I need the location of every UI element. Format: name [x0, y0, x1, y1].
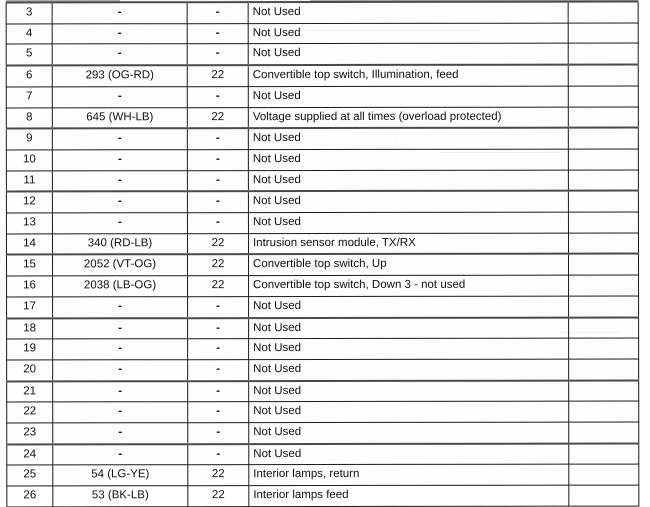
cell-circuit: - [53, 318, 188, 339]
cell-cavity: 15 [7, 255, 53, 276]
cell-circuit: 2038 (LB-OG) [53, 276, 188, 297]
cell-cavity: 26 [7, 486, 53, 507]
cell-notes [569, 359, 639, 380]
table-row [7, 338, 639, 360]
cell-cavity: 16 [7, 276, 53, 297]
cell-circuit: - [53, 360, 188, 381]
cell-circuit: 53 (BK-LB) [53, 486, 188, 507]
cell-gauge: 22 [188, 486, 249, 507]
cell-circuit: - [52, 192, 187, 213]
cell-cavity: 9 [6, 129, 52, 150]
table-row [7, 380, 639, 402]
table-row [6, 149, 638, 171]
cell-gauge: - [188, 444, 249, 465]
cell-circuit: - [52, 87, 187, 108]
cell-notes [568, 233, 638, 254]
cell-cavity: 4 [6, 24, 52, 45]
cell-notes [568, 107, 638, 128]
cell-gauge: - [188, 360, 249, 381]
table-row [7, 359, 639, 381]
cell-gauge: 22 [188, 255, 249, 276]
table-row [6, 191, 638, 213]
cell-circuit: 340 (RD-LB) [52, 233, 187, 254]
table-row [6, 23, 638, 45]
cell-description: Intrusion sensor module, TX/RX [248, 233, 568, 255]
table-row [6, 128, 638, 150]
cell-gauge: - [187, 23, 248, 44]
cell-description: Not Used [249, 380, 569, 402]
cell-gauge: - [187, 170, 248, 191]
cell-circuit: - [53, 402, 188, 423]
cell-cavity: 5 [6, 44, 52, 65]
table-row [7, 465, 639, 487]
cell-notes [569, 254, 639, 275]
cell-description: Not Used [248, 170, 568, 192]
cell-notes [569, 401, 639, 422]
cell-description: Interior lamps feed [249, 485, 569, 506]
table-row [7, 485, 639, 507]
cell-cavity: 23 [7, 423, 53, 444]
cell-cavity: 11 [6, 171, 52, 192]
cell-cavity: 17 [7, 297, 53, 318]
cell-notes [569, 443, 639, 464]
cell-circuit: - [52, 128, 187, 149]
cell-notes [568, 212, 638, 233]
table-row [7, 443, 639, 465]
cell-description: Not Used [248, 23, 568, 44]
cell-description: Not Used [249, 359, 569, 381]
cell-notes [569, 422, 639, 443]
cell-circuit: - [52, 44, 187, 65]
table-row [6, 2, 638, 24]
cell-notes [568, 128, 638, 149]
cell-circuit: - [53, 444, 188, 465]
cell-description: Not Used [248, 86, 568, 107]
cell-cavity: 12 [6, 192, 52, 213]
cell-notes [569, 275, 639, 296]
cell-gauge: 22 [187, 233, 248, 254]
table-row [6, 86, 638, 108]
table-row [7, 296, 639, 318]
cell-gauge: - [187, 128, 248, 149]
table-row [7, 422, 639, 444]
cell-gauge: 22 [188, 465, 249, 486]
cell-gauge: - [187, 213, 248, 234]
table-row [6, 65, 638, 87]
cell-cavity: 13 [6, 213, 52, 234]
cell-circuit: - [53, 381, 188, 402]
cell-notes [568, 23, 638, 44]
cell-gauge: 22 [188, 276, 249, 297]
cell-gauge: - [188, 402, 249, 423]
cell-circuit: - [52, 170, 187, 191]
cell-gauge: - [187, 44, 248, 65]
cell-circuit: 54 (LG-YE) [53, 465, 188, 486]
cell-notes [568, 2, 638, 23]
cell-cavity: 3 [6, 2, 52, 23]
cell-circuit: - [52, 150, 187, 171]
cell-description: Not Used [248, 2, 568, 24]
cell-gauge: - [188, 339, 249, 360]
cell-gauge: 22 [187, 107, 248, 128]
cell-cavity: 22 [7, 402, 53, 423]
cell-notes [569, 296, 639, 317]
cell-circuit: - [53, 339, 188, 360]
cell-description: Not Used [249, 338, 569, 359]
cell-cavity: 20 [7, 360, 53, 381]
cell-notes [568, 170, 638, 191]
cell-circuit: - [53, 297, 188, 318]
table-row [6, 212, 638, 234]
cell-cavity: 6 [6, 65, 52, 86]
table-row [6, 107, 638, 129]
cell-description: Convertible top switch, Up [249, 254, 569, 276]
cell-notes [569, 317, 639, 338]
cell-description: Voltage supplied at all times (overload protected) [248, 107, 568, 129]
cell-cavity: 19 [7, 339, 53, 360]
cell-notes [568, 43, 638, 64]
cell-circuit: - [52, 2, 187, 23]
cell-circuit: 2052 (VT-OG) [53, 255, 188, 276]
cell-description: Not Used [249, 296, 569, 318]
cell-description: Not Used [249, 443, 569, 465]
cell-cavity: 25 [7, 465, 53, 486]
cell-circuit: - [52, 213, 187, 234]
table-row [7, 317, 639, 339]
cell-cavity: 24 [7, 444, 53, 465]
table-row [6, 170, 638, 192]
cell-circuit: 293 (OG-RD) [52, 65, 187, 86]
table-row [6, 233, 638, 255]
cell-cavity: 21 [7, 381, 53, 402]
cell-cavity: 14 [6, 234, 52, 255]
cell-description: Not Used [248, 191, 568, 213]
cell-notes [569, 380, 639, 401]
cell-notes [568, 149, 638, 170]
cell-description: Not Used [248, 149, 568, 170]
cell-description: Not Used [249, 317, 569, 339]
cell-notes [568, 191, 638, 212]
cell-notes [568, 65, 638, 86]
cell-notes [569, 338, 639, 359]
cell-gauge: - [187, 191, 248, 212]
cell-description: Convertible top switch, Illumination, feed [248, 65, 568, 87]
cell-description: Not Used [248, 44, 568, 66]
cell-description: Interior lamps, return [249, 465, 569, 486]
table-row [7, 401, 639, 423]
cell-cavity: 8 [6, 107, 52, 128]
fuse-cavity-table [6, 1, 640, 507]
cell-cavity: 10 [6, 150, 52, 171]
cell-gauge: 22 [187, 65, 248, 86]
cell-description: Not Used [248, 212, 568, 233]
cell-gauge: - [187, 2, 248, 23]
cell-notes [569, 485, 639, 506]
cell-circuit: 645 (WH-LB) [52, 107, 187, 128]
cell-description: Not Used [249, 402, 569, 423]
cell-circuit: - [53, 423, 188, 444]
table-body [6, 2, 639, 507]
table-row [6, 43, 638, 65]
cell-gauge: - [187, 86, 248, 107]
cell-cavity: 7 [6, 87, 52, 108]
cell-notes [569, 465, 639, 486]
cell-cavity: 18 [7, 318, 53, 339]
cell-gauge: - [188, 296, 249, 317]
cell-gauge: - [187, 150, 248, 171]
cell-gauge: - [188, 318, 249, 339]
cell-description: Not Used [249, 422, 569, 444]
cell-description: Convertible top switch, Down 3 - not used [249, 275, 569, 296]
table-row [7, 254, 639, 276]
cell-gauge: - [188, 423, 249, 444]
table-row [7, 275, 639, 297]
cell-notes [568, 86, 638, 107]
cell-description: Not Used [248, 128, 568, 150]
cell-gauge: - [188, 381, 249, 402]
cell-circuit: - [52, 23, 187, 44]
